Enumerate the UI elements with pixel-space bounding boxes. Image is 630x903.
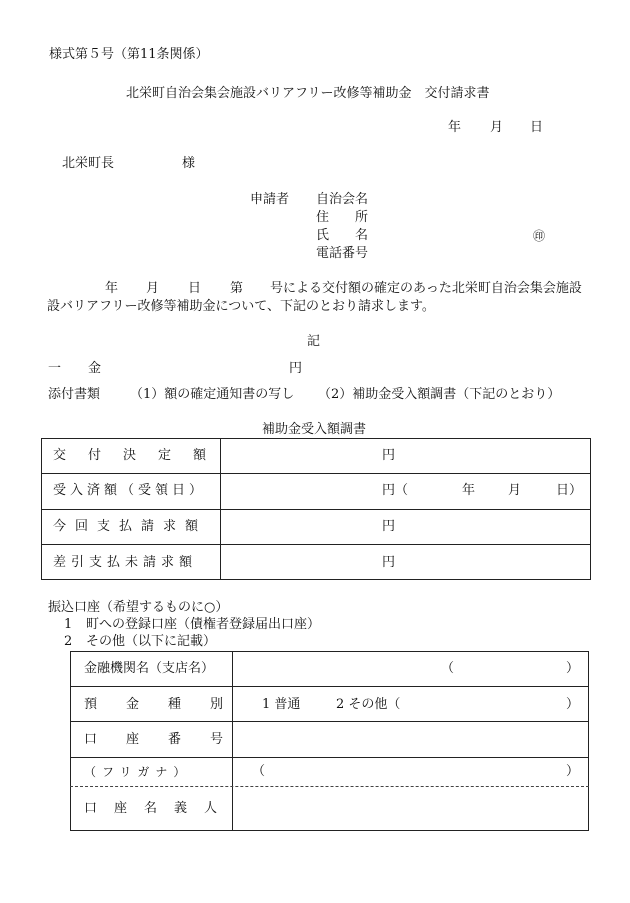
applicant-name-label[interactable]: [316, 228, 368, 244]
form-title: 北栄町自治会集会施設バリアフリー改修等補助金 交付請求書: [126, 86, 490, 101]
date-month[interactable]: 月: [490, 120, 504, 135]
bank-branch-paren-open[interactable]: （: [441, 661, 455, 676]
applicant-heading: 申請者: [250, 192, 290, 207]
unrequested-yen[interactable]: 円: [382, 555, 396, 570]
table1-row-divider-3: [41, 544, 591, 545]
body-line2: 設バリアフリー改修等補助金について、下記のとおり請求します。: [47, 299, 435, 314]
deposit-type-paren-close[interactable]: ）: [566, 697, 580, 712]
deposit-type-ordinary[interactable]: 1 普通: [262, 697, 301, 712]
applicant-association-label[interactable]: 自治会名: [316, 192, 369, 207]
name-char-2: 名: [354, 228, 368, 243]
account-option-1[interactable]: 町への登録口座（債権者登録届出口座）: [86, 617, 321, 632]
amount-ichi: 一: [48, 361, 62, 376]
table2-row-divider-1: [70, 686, 589, 687]
table1-title: 補助金受入額調書: [262, 422, 367, 437]
unrequested-label: 差引支払未請求額: [53, 555, 198, 570]
body-day: 日: [188, 281, 202, 296]
body-dai: 第: [230, 281, 244, 296]
current-request-label: 今回支払請求額: [53, 519, 208, 534]
applicant-address-label[interactable]: [316, 210, 368, 226]
account-option-1-num[interactable]: 1: [64, 617, 73, 632]
account-holder-label: 口座名義人: [84, 801, 235, 816]
table1-row-divider-1: [41, 473, 591, 474]
account-option-2-num[interactable]: 2: [64, 634, 73, 649]
amount-yen: 円: [289, 361, 303, 376]
ki-heading: 記: [307, 334, 321, 349]
body-month: 月: [146, 281, 160, 296]
name-char-1: 氏: [316, 228, 330, 243]
attachment-item-1: （1）額の確定通知書の写し: [130, 387, 295, 402]
address-char-1: 住: [316, 210, 330, 225]
received-year[interactable]: 年: [462, 483, 476, 498]
address-char-2: 所: [354, 210, 368, 225]
bank-branch-paren-close[interactable]: ）: [566, 661, 580, 676]
table2-row-divider-3: [70, 757, 589, 758]
table2-row-divider-2: [70, 721, 589, 722]
current-request-yen[interactable]: 円: [382, 519, 396, 534]
addressee-name: 北栄町長: [62, 156, 115, 171]
date-year[interactable]: 年: [448, 120, 462, 135]
bank-name-label: 金融機関名（支店名）: [84, 661, 215, 676]
table2-furigana-divider: [70, 786, 589, 787]
furigana-paren-close[interactable]: ）: [566, 764, 580, 779]
received-label: 受入済額（受領日）: [53, 483, 207, 498]
body-line1-rest: 号による交付額の確定のあった北栄町自治会集会施設: [270, 281, 582, 296]
account-heading: 振込口座（希望するものに○）: [48, 600, 229, 615]
deposit-type-other[interactable]: 2 その他（: [336, 697, 401, 712]
table1-row-divider-2: [41, 509, 591, 510]
seal-mark: ㊞: [533, 229, 546, 243]
grant-decision-yen[interactable]: 円: [382, 448, 396, 463]
deposit-type-label: 預金種別: [84, 697, 253, 712]
body-year: 年: [105, 281, 119, 296]
received-month[interactable]: 月: [508, 483, 522, 498]
furigana-paren-open[interactable]: （: [252, 764, 266, 779]
attachments-label: 添付書類: [48, 387, 101, 402]
account-number-label: 口座番号: [84, 732, 253, 747]
amount-kin: 金: [88, 361, 102, 376]
attachment-item-2: （2）補助金受入額調書（下記のとおり）: [318, 387, 561, 402]
date-day[interactable]: 日: [530, 120, 544, 135]
grant-decision-label: 交付決定額: [53, 448, 229, 463]
applicant-phone-label[interactable]: 電話番号: [316, 246, 369, 261]
furigana-label: （フリガナ）: [84, 765, 192, 779]
form-number: 様式第５号（第11条関係）: [49, 47, 209, 62]
addressee-honorific: 様: [182, 156, 196, 171]
received-yen[interactable]: 円（: [382, 483, 409, 498]
received-day[interactable]: 日）: [556, 483, 583, 498]
account-option-2[interactable]: その他（以下に記載）: [86, 634, 217, 649]
